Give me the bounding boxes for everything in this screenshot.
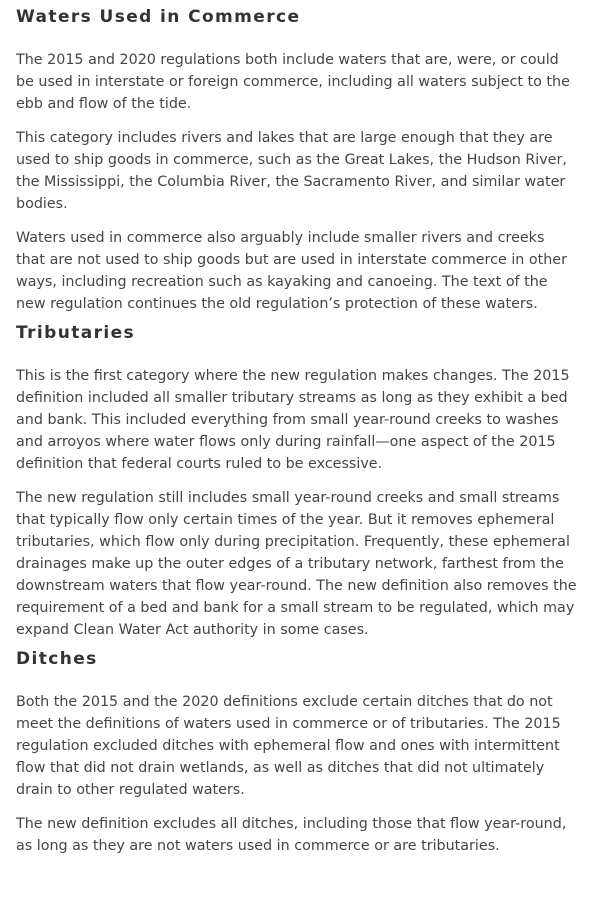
section-heading: Tributaries — [16, 323, 136, 343]
paragraph: This category includes rivers and lakes that are large enough that they are used to ship goods in commerce, such as the Great Lakes, the Hudson River, the Mississippi, the Columbia River, the Sacramento River, and similar water bodies. — [16, 130, 567, 212]
section-ditches — [16, 645, 577, 857]
section-heading: Ditches — [16, 649, 98, 669]
section-waters-used-in-commerce — [16, 3, 577, 315]
paragraph: The new definition excludes all ditches, including those that flow year-round, as long as they are not waters used in commerce or are tributaries. — [16, 816, 567, 854]
paragraph: Waters used in commerce also arguably include smaller rivers and creeks that are not used to ship goods but are used in interstate commerce in other ways, including recreation such as kayaking and canoeing. The text of the new regulation continues the old regulation’s protection of these waters. — [16, 230, 567, 312]
paragraph: The new regulation still includes small year-round creeks and small streams that typically flow only certain times of the year. But it removes ephemeral tributaries, which flow only during precipitation. Frequently, these ephemeral drainages make up the outer edges of a tributary network, farthest from the downstream waters that flow year-round. The new definition also removes the requirement of a bed and bank for a small stream to be regulated, which may expand Clean Water Act authority in some cases. — [16, 490, 577, 638]
paragraph: This is the first category where the new regulation makes changes. The 2015 definition included all smaller tributary streams as long as they exhibit a bed and bank. This included everything from small year-round creeks to washes and arroyos where water flows only during rainfall—one aspect of the 2015 definition that federal courts ruled to be excessive. — [16, 368, 570, 472]
section-tributaries — [16, 319, 577, 641]
section-heading: Waters Used in Commerce — [16, 7, 301, 27]
paragraph: Both the 2015 and the 2020 definitions exclude certain ditches that do not meet the definitions of waters used in commerce or of tributaries. The 2015 regulation excluded ditches with ephemeral flow and ones with intermittent flow that did not drain wetlands, as well as ditches that did not ultimately drain to other regulated waters. — [16, 694, 561, 798]
paragraph: The 2015 and 2020 regulations both include waters that are, were, or could be used in interstate or foreign commerce, including all waters subject to the ebb and flow of the tide. — [16, 52, 570, 112]
